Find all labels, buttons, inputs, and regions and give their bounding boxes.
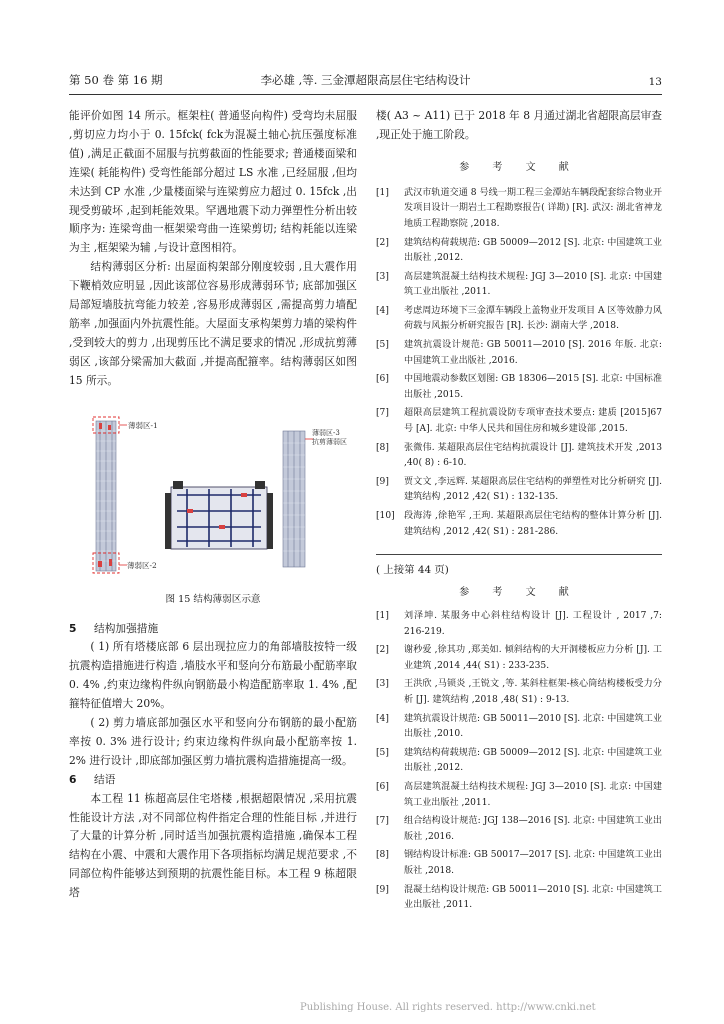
reference-item: [2] 谢秒爱 ,徐其功 ,郑美如. 倾斜结构的大开洞楼板应力分析 [J]. 工业建筑 ,2014 ,44( S1) : 233-235. [376,645,662,671]
section-heading-6 [69,771,357,790]
reference-item: [2] 建筑结构荷载规范: GB 50009—2012 [S]. 北京: 中国建筑工业出版社 ,2012. [376,237,662,264]
section-number: 6 [69,772,77,786]
label-weak-zone-3: 薄弱区-3 [312,428,340,437]
reference-item: [6] 中国地震动参数区划图: GB 18306—2015 [S]. 北京: 中国标准出版社 ,2015. [376,374,662,400]
section-title: 结语 [94,772,116,786]
label-weak-zone-2: 薄弱区-2 [127,560,157,570]
right-column [376,107,662,917]
reference-item: [7] 组合结构设计规范: JGJ 138—2016 [S]. 北京: 中国建筑工业出版社 ,2016. [376,816,662,842]
page-number: 13 [648,76,662,88]
label-shear-weak-zone: 抗剪薄弱区 [312,437,347,446]
reference-list-2 [376,609,662,914]
section-heading-5 [69,620,357,639]
reference-item: [10] 段海涛 ,徐艳军 ,王珣. 某超限高层住宅结构的整体计算分析 [J]. 建筑结构 ,2012 ,42( S1) : 281-286. [376,511,662,537]
figure-15 [69,415,357,585]
continued-note: ( 上接第 44 页) [376,564,449,577]
reference-list [376,186,662,540]
reference-item: [9] 混凝土结构设计规范: GB 50011—2010 [S]. 北京: 中国建筑工业出版社 ,2011. [376,884,662,911]
paragraph: 楼( A3 ~ A11) 已于 2018 年 8 月通过湖北省超限高层审查 ,现正处于施工阶段。 [376,109,662,141]
reference-item: [7] 超限高层建筑工程抗震设防专项审查技术要点: 建质 [2015]67 号 [A]. 北京: 中华人民共和国住房和城乡建设部 ,2015. [376,408,662,435]
podium-frame [165,481,273,549]
references-title-2: 参 考 文 献 [459,587,579,599]
weak-zone-diagram [69,415,357,585]
tower-left [96,421,116,571]
watermark: Publishing House. All rights reserved. http://www.cnki.net [300,1002,596,1013]
reference-item: [8] 钢结构设计标准: GB 50017—2017 [S]. 北京: 中国建筑工业出版社 ,2018. [376,850,662,876]
paragraph: 能评价如图 14 所示。框架柱( 普通竖向构件) 受弯均未屈服 ,剪切应力均小于 0. 15fck( fck为混凝土轴心抗压强度标准值) ,满足正截面不屈服与抗剪截面的性能要求; 普通楼面梁和连梁( 耗能构件) 受弯性能部分超过 LS 水准 ,已经屈服 ,但均未达到 CP 水准 ,少量楼面梁与连梁剪应力超过 0. 15fck ,出现受剪破坏 ,起到耗能效果。罕遇地震下动力弹塑性分析出较顺序为: 连梁弯曲一框架梁弯曲一连梁剪切; 结构耗能以连梁为主 ,框架梁为辅 ,与设计意图相符。 [69,109,357,255]
reference-item: [6] 高层建筑混凝土结构技术规程: JGJ 3—2010 [S]. 北京: 中国建筑工业出版社 ,2011. [376,781,662,808]
reference-item: [3] 高层建筑混凝土结构技术规程: JGJ 3—2010 [S]. 北京: 中国建筑工业出版社 ,2011. [376,271,662,298]
reference-item: [1] 武汉市轨道交通 8 号线一期工程三金潭站车辆段配套综合物业开发项目设计一期岩土工程勘察报告( 详勘) [R]. 武汉: 湖北省神龙地质工程勘察院 ,2018. [376,187,662,229]
section-number: 5 [69,621,77,635]
paragraph: 结构薄弱区分析: 出屋面构架部分刚度较弱 ,且大震作用下鞭梢效应明显 ,因此该部位容易形成薄弱环节; 底部加强区局部短墙肢抗弯能力较差 ,容易形成薄弱区 ,需提高剪力墙配筋率 ,加强面内外抗震性能。大屋面支承构架剪力墙的梁构件 ,受到较大的剪力 ,出现剪压比不满足要求的情况 ,形成抗剪薄弱区 ,该部分梁需加大截面 ,并提高配箍率。结构薄弱区如图 15 所示。 [69,260,357,387]
reference-item: [1] 刘泽坤. 某服务中心斜柱结构设计 [J]. 工程设计 , 2017 ,7: 216-219. [376,611,662,637]
reference-item: [3] 王洪欣 ,马锁炎 ,王锐文 ,等. 某斜柱框架-核心筒结构楼板受力分析 [J]. 建筑结构 ,2018 ,48( S1) : 9-13. [376,679,662,705]
section-title: 结构加强措施 [94,621,159,635]
divider [376,554,662,555]
label-weak-zone-1: 薄弱区-1 [128,420,158,430]
reference-item: [4] 考虑周边环境下三金潭车辆段上盖物业开发项目 A 区等效静力风荷载与风振分析研究报告 [R]. 长沙: 湖南大学 ,2018. [376,305,662,332]
header-rule [69,94,662,95]
paragraph: ( 2) 剪力墙底部加强区水平和竖向分布钢筋的最小配筋率按 0. 3% 进行设计; 约束边缘构件纵向最小配筋率按 1. 2% 进行设计 ,即底部加强区剪力墙抗震构造措施提高一级。 [69,716,357,767]
reference-item: [8] 张微伟. 某超限高层住宅结构抗震设计 [J]. 建筑技术开发 ,2013 ,40( 8) : 6-10. [376,442,662,469]
left-column [69,107,357,903]
paragraph: 本工程 11 栋超高层住宅塔楼 ,根据超限情况 ,采用抗震性能设计方法 ,对不同部位构件指定合理的性能目标 ,并进行了大量的计算分析 ,同时适当加强抗震构造措施 ,确保本工程结构在小震、中震和大震作用下各项指标均满足规范要求 ,不同部位构件能够达到预期的抗震性能目标。本工程 9 栋超限塔 [69,791,357,900]
reference-item: [5] 建筑结构荷载规范: GB 50009—2012 [S]. 北京: 中国建筑工业出版社 ,2012. [376,747,662,774]
journal-issue: 第 50 卷 第 16 期 [69,73,163,87]
paragraph: ( 1) 所有塔楼底部 6 层出现拉应力的角部墙肢按特一级抗震构造措施进行构造 ,墙肢水平和竖向分布筋最小配筋率取 0. 4% ,约束边缘构件纵向钢筋最小构造配筋率取 1. 4% ,配箍特征值增大 20%。 [69,640,357,711]
reference-item: [5] 建筑抗震设计规范: GB 50011—2010 [S]. 2016 年版. 北京: 中国建筑工业出版社 ,2016. [376,340,662,366]
running-header [69,72,662,92]
figure-caption: 图 15 结构薄弱区示意 [165,593,261,605]
tower-right [283,431,305,567]
references-title: 参 考 文 献 [459,161,579,173]
running-title: 李必雄 ,等. 三金潭超限高层住宅结构设计 [260,73,471,87]
reference-item: [9] 贾文文 ,李远辉. 某超限高层住宅结构的弹塑性对比分析研究 [J]. 建筑结构 ,2012 ,42( S1) : 132-135. [376,476,662,503]
reference-item: [4] 建筑抗震设计规范: GB 50011—2010 [S]. 北京: 中国建筑工业出版社 ,2010. [376,713,662,740]
